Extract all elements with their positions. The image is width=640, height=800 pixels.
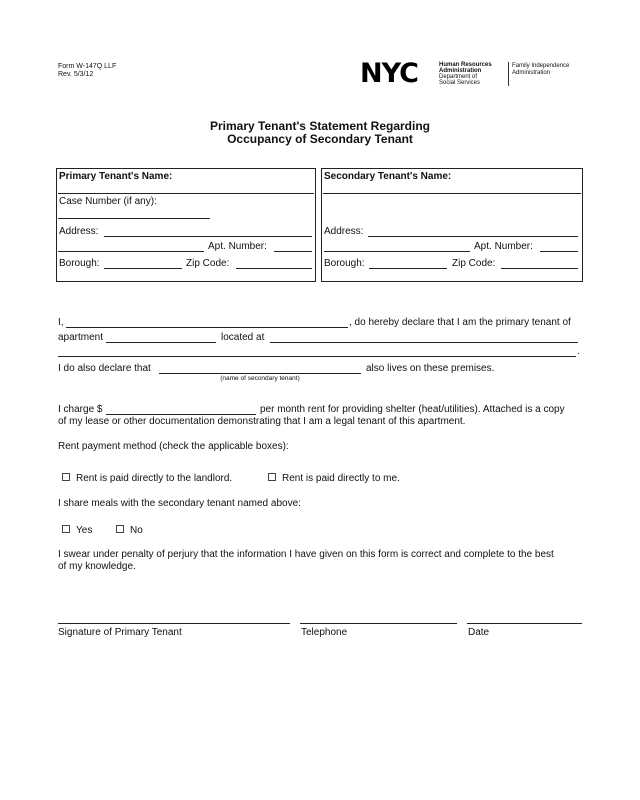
location-line2-field[interactable] bbox=[58, 356, 576, 357]
location-field[interactable] bbox=[270, 342, 578, 343]
secondary-apt-field[interactable] bbox=[540, 251, 578, 252]
rent-charge-label: I charge $ bbox=[58, 404, 103, 415]
secondary-tenant-declared-field[interactable] bbox=[159, 373, 361, 374]
form-title-line2: Occupancy of Secondary Tenant bbox=[227, 132, 413, 146]
case-number-label: Case Number (if any): bbox=[59, 196, 157, 207]
secondary-tenant-name-hint: (name of secondary tenant) bbox=[220, 375, 300, 382]
secondary-apt-label: Apt. Number: bbox=[474, 241, 533, 252]
form-id: Form W-147Q LLF bbox=[58, 63, 117, 70]
secondary-zip-field[interactable] bbox=[501, 268, 578, 269]
rent-amount-field[interactable] bbox=[106, 414, 256, 415]
primary-apt-field[interactable] bbox=[274, 251, 312, 252]
division-name-line2: Administration bbox=[512, 70, 551, 76]
telephone-label: Telephone bbox=[301, 627, 348, 638]
primary-zip-field[interactable] bbox=[236, 268, 312, 269]
rent-me-label: Rent is paid directly to me. bbox=[282, 473, 400, 484]
secondary-address-line2-field[interactable] bbox=[324, 251, 470, 252]
division-name-line1: Family Independence bbox=[512, 63, 570, 69]
meals-no-checkbox[interactable] bbox=[116, 525, 124, 533]
apartment-field[interactable] bbox=[106, 342, 216, 343]
form-title-line1: Primary Tenant's Statement Regarding bbox=[209, 119, 431, 133]
date-label: Date bbox=[468, 627, 490, 638]
secondary-address-field[interactable] bbox=[368, 236, 578, 237]
oath-line1: I swear under penalty of perjury that the information I have given on this form is correct and complete to the best bbox=[58, 549, 554, 560]
agency-name-line3: Department of bbox=[439, 74, 478, 80]
signature-label: Signature of Primary Tenant bbox=[58, 627, 182, 638]
rent-method-label: Rent payment method (check the applicable boxes): bbox=[58, 441, 289, 452]
meals-label: I share meals with the secondary tenant named above: bbox=[58, 498, 301, 509]
primary-tenant-name-label: Primary Tenant's Name: bbox=[59, 171, 173, 182]
secondary-zip-label: Zip Code: bbox=[452, 258, 496, 269]
meals-yes-label: Yes bbox=[76, 525, 93, 536]
declaration-primary-text: , do hereby declare that I am the primary tenant of bbox=[349, 317, 571, 328]
telephone-field[interactable] bbox=[300, 623, 457, 624]
rent-landlord-label: Rent is paid directly to the landlord. bbox=[76, 473, 233, 484]
secondary-borough-field[interactable] bbox=[369, 268, 447, 269]
rent-per-month-text: per month rent for providing shelter (heat/utilities). Attached is a copy bbox=[260, 404, 565, 415]
case-number-field[interactable] bbox=[58, 218, 210, 219]
secondary-borough-label: Borough: bbox=[324, 258, 365, 269]
rent-lease-text: of my lease or other documentation demonstrating that I am a legal tenant of this apartment. bbox=[58, 416, 466, 427]
primary-address-field[interactable] bbox=[104, 236, 312, 237]
agency-name-line1: Human Resources bbox=[439, 62, 492, 68]
secondary-address-label: Address: bbox=[324, 226, 364, 237]
signature-field[interactable] bbox=[58, 623, 290, 624]
rent-landlord-checkbox[interactable] bbox=[62, 473, 70, 481]
primary-borough-field[interactable] bbox=[104, 268, 182, 269]
also-lives-text: also lives on these premises. bbox=[366, 363, 495, 374]
primary-zip-label: Zip Code: bbox=[186, 258, 230, 269]
primary-borough-label: Borough: bbox=[59, 258, 100, 269]
location-period: . bbox=[577, 346, 580, 357]
located-at-label: located at bbox=[221, 332, 265, 343]
primary-address-label: Address: bbox=[59, 226, 99, 237]
primary-tenant-signature-name-field[interactable] bbox=[66, 327, 348, 328]
form-revision: Rev. 5/3/12 bbox=[58, 71, 94, 78]
oath-line2: of my knowledge. bbox=[58, 561, 136, 572]
primary-tenant-name-field[interactable] bbox=[58, 193, 314, 194]
meals-yes-checkbox[interactable] bbox=[62, 525, 70, 533]
agency-name-line4: Social Services bbox=[439, 80, 481, 86]
secondary-tenant-name-label: Secondary Tenant's Name: bbox=[324, 171, 452, 182]
date-field[interactable] bbox=[467, 623, 582, 624]
rent-me-checkbox[interactable] bbox=[268, 473, 276, 481]
logo-divider bbox=[508, 62, 509, 86]
also-declare-label: I do also declare that bbox=[58, 363, 151, 374]
primary-address-line2-field[interactable] bbox=[58, 251, 204, 252]
agency-name-line2: Administration bbox=[439, 68, 482, 74]
primary-apt-label: Apt. Number: bbox=[208, 241, 267, 252]
secondary-tenant-name-field[interactable] bbox=[323, 193, 581, 194]
meals-no-label: No bbox=[130, 525, 143, 536]
nyc-logo: NYC bbox=[360, 58, 419, 89]
declaration-i: I, bbox=[58, 317, 64, 328]
apartment-label: apartment bbox=[58, 332, 104, 343]
